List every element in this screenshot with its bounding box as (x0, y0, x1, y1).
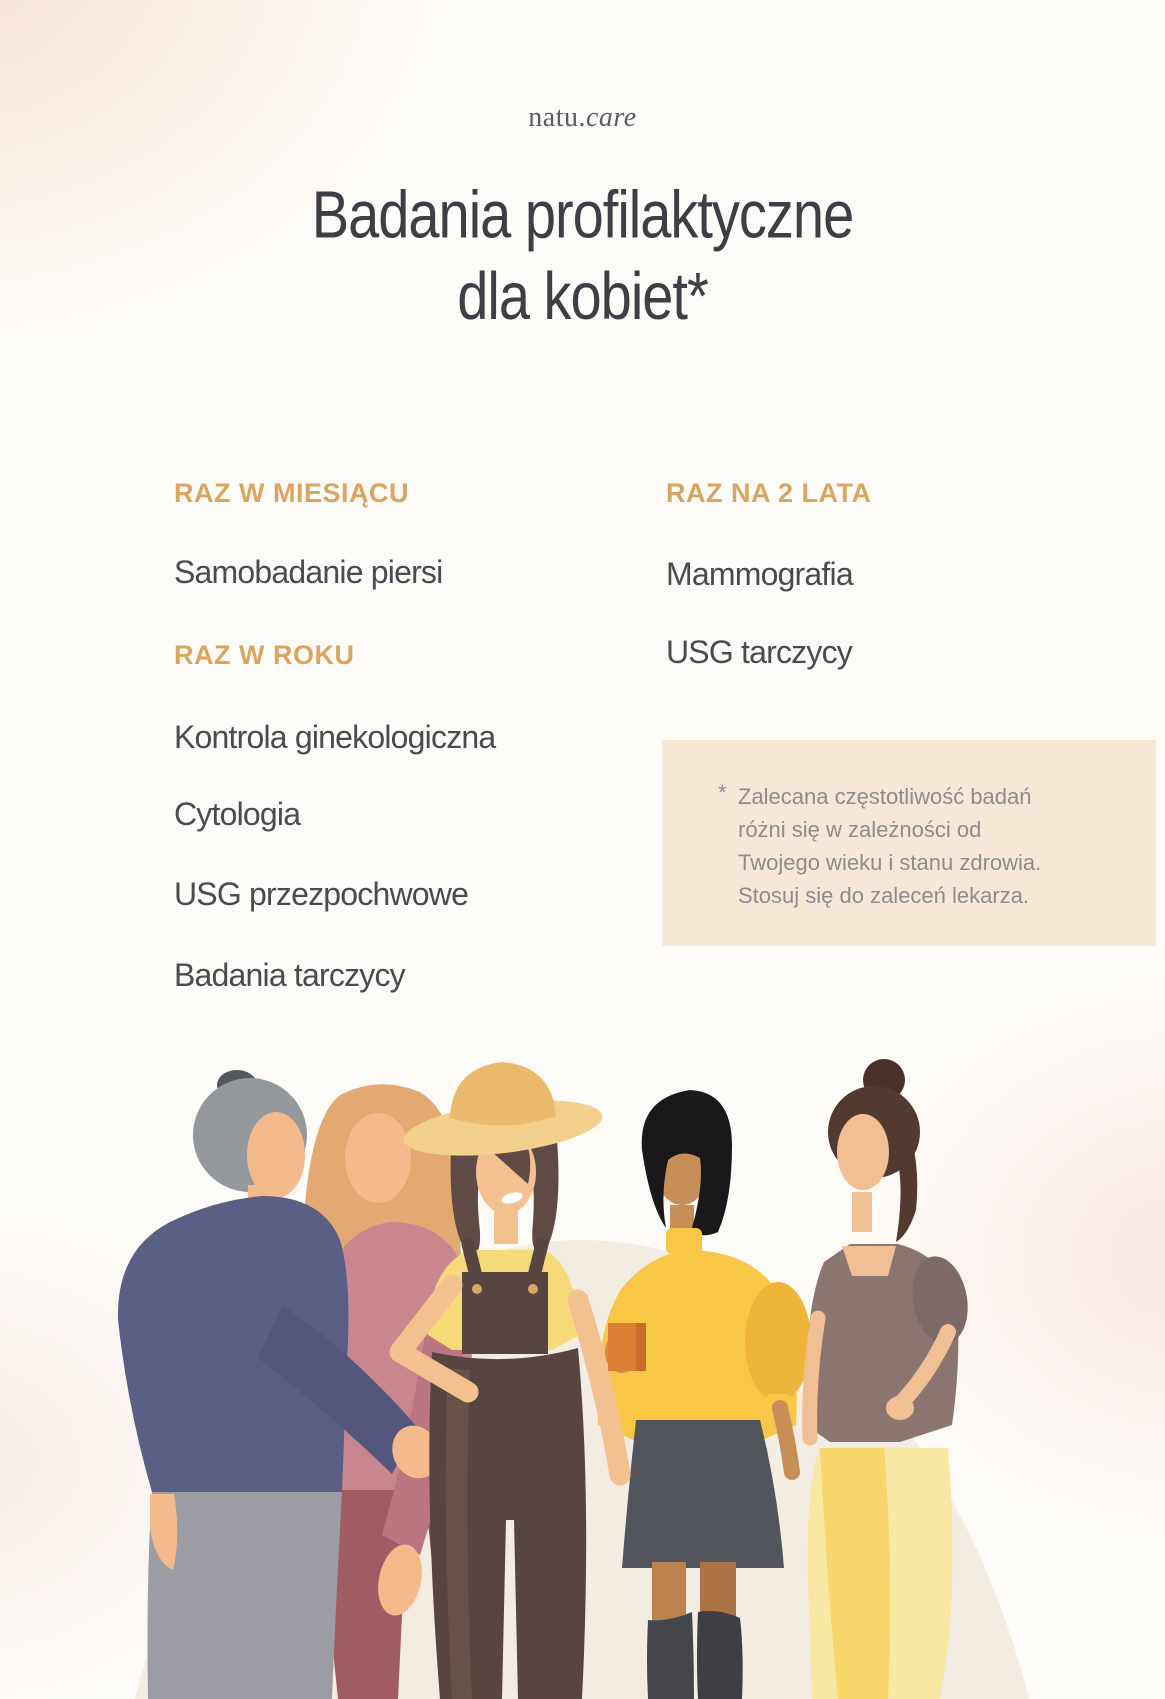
brand-logo (0, 102, 1165, 134)
woman-5-left-arm (810, 1318, 818, 1438)
item-mammografia: Mammografia (666, 556, 853, 592)
woman-4-collar (666, 1228, 702, 1254)
footnote-line-4: Stosuj się do zaleceń lekarza. (738, 883, 1030, 908)
brand-logo-suffix: care (586, 102, 637, 133)
woman-5-neck (852, 1192, 872, 1232)
heading-raz-na-2-lata: RAZ NA 2 LATA (666, 478, 872, 508)
item-samobadanie-piersi: Samobadanie piersi (174, 554, 443, 590)
woman-5-bun (806, 1059, 975, 1699)
woman-4-skirt (622, 1420, 784, 1568)
footnote-line-2: różni się w zależności od (738, 817, 982, 842)
footnote-asterisk: * (718, 780, 727, 805)
cup-shade (636, 1323, 646, 1371)
footnote-line-1: Zalecana częstotliwość badań (738, 784, 1032, 809)
footnote-text (738, 780, 1041, 912)
page-title (0, 174, 1165, 337)
footnote-line-3: Twojego wieku i stanu zdrowia. (738, 850, 1042, 875)
item-usg-przezpochwowe: USG przezpochwowe (174, 876, 469, 912)
page-title-line-2: dla kobiet* (457, 258, 708, 334)
woman-1-face (247, 1112, 305, 1198)
page-title-line-1: Badania profilaktyczne (311, 176, 854, 252)
item-badania-tarczycy: Badania tarczycy (174, 957, 405, 993)
woman-4-boot-right (697, 1611, 743, 1699)
item-kontrola-ginekologiczna: Kontrola ginekologiczna (174, 719, 496, 755)
brand-logo-prefix: natu. (528, 102, 586, 133)
heading-raz-w-miesiacu: RAZ W MIESIĄCU (174, 478, 409, 508)
woman-3-hat-crown (450, 1062, 556, 1126)
woman-4-puff-sleeve (745, 1282, 811, 1402)
woman-3-button-left (472, 1284, 482, 1294)
woman-5-face (837, 1114, 889, 1190)
heading-raz-w-roku: RAZ W ROKU (174, 640, 355, 670)
woman-2-face (345, 1113, 411, 1203)
footnote-box (662, 740, 1156, 946)
women-illustration (0, 1039, 1165, 1699)
woman-5-hand-on-hip (886, 1396, 914, 1420)
item-usg-tarczycy: USG tarczycy (666, 634, 852, 670)
item-cytologia: Cytologia (174, 796, 301, 832)
cup-group (605, 1323, 646, 1373)
woman-3-button-right (528, 1284, 538, 1294)
woman-4-boot-left (647, 1612, 694, 1699)
